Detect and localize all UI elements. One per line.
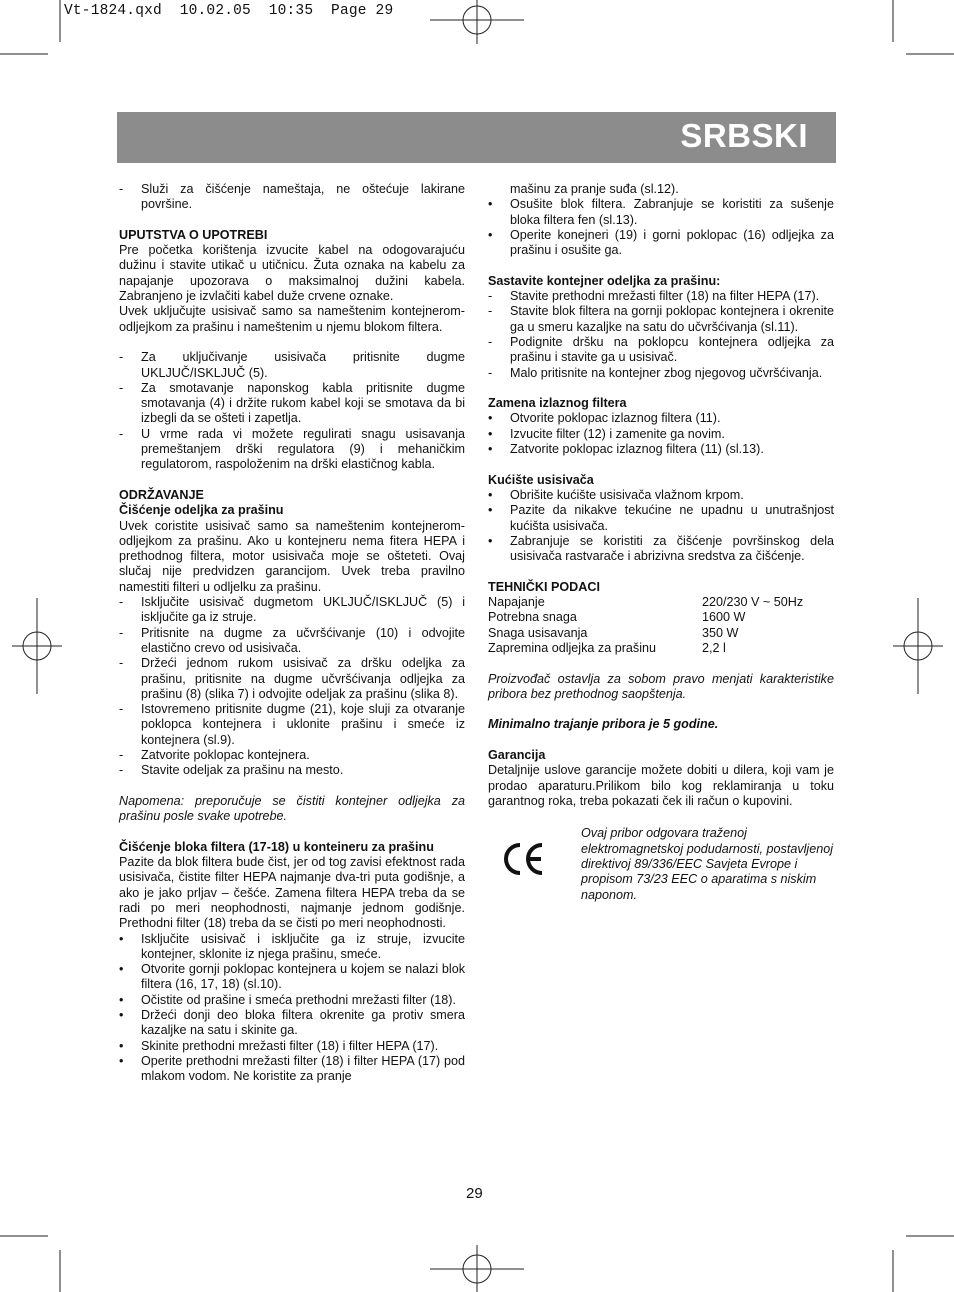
list-item: • Očistite od prašine i smeća prethodni mrežasti filter (18). [119,992,456,1007]
list-item: • Zabranjuje se koristiti za čišćenje površinskog dela usisivača rastvarače i abrizivna sredstva za čišćenje. [488,533,834,564]
banner-title: SRBSKI [680,117,808,154]
list-item: - Isključite usisivač dugmetom UKLJUČ/ISKLJUČ (5) i isključite ga iz struje. [119,595,465,625]
list-item: • Pazite da nikakve tekućine ne upadnu u unutrašnjost kućišta usisivača. [488,503,834,533]
list-item: - Zatvorite poklopac kontejnera. [119,747,310,762]
outlet-filter-list [488,411,834,457]
warranty-heading: Garancija [488,747,546,762]
maintenance-paragraph: Uvek coristite usisivač samo sa nameštenim kontejnerom-odljejkom za prašinu. Ako u kontejneru nema fitera HEPA i prethodnog filtera, motor usisivača moje se ošteteti. Ovaj slučaj nije predvidzen garancijom. Uvek treba pravilno namestiti filteri u odljelku za prašinu. [119,518,465,594]
right-column [488,182,834,926]
list-item: - Za uključivanje usisivača pritisnite dugme UKLJUČ/ISKLJUČ (5). [119,350,465,380]
filter-paragraph: Pazite da blok filtera bude čist, jer od tog zavisi efektnost rada usisivača, čistite filter HEPA najmanje dva-tri puta godišnje, a ako je jako prljav – češće. Zamena filtera HEPA treba da se radi po meri neophodnosti, najmanje jednom godišnje. Prethodni filter (18) treba da se čisti po meri neophodnosti. [119,855,465,931]
assemble-list [488,289,834,381]
list-item: - Stavite odeljak za prašinu na mesto. [119,763,344,778]
list-item: - Istovremeno pritisnite dugme (21), koje sluji za otvaranje poklopca kontejnera i uklonite prašinu i smeće iz kontejnera (sl.9). [119,702,465,747]
list-item: - U vrme rada vi možete regulirati snagu usisavanja premeštanjem drški regulatora (9) i mehaničkim regulatorom, raspoloženim na drški elastičnog kabla. [119,426,465,472]
table-row: Zapremina odljejka za prašinu 2,2 l [488,640,726,655]
ce-compliance-text: Ovaj pribor odgovara traženoj elektromagnetskoj podudarnosti, postavljenoj direktivoj 89/336/EEC Savjeta Evrope i propisom 73/23 EEC o aparatima s niskim naponom. [581,826,834,902]
maintenance-note: Napomena: preporučuje se čistiti kontejner odljejka za prašinu posle svake upotrebe. [119,793,465,824]
table-row: Snaga usisavanja 350 W [488,625,739,640]
file-slug: Vt-1824.qxd 10.02.05 10:35 Page 29 [64,3,394,19]
usage-heading: UPUTSTVA O UPOTREBI [119,227,268,242]
list-item: - Podignite dršku na poklopcu kontejnera odljejka za prašinu i stavite ga u usisivač. [488,334,834,365]
list-item: • Zatvorite poklopac izlaznog filtera (11) (sl.13). [488,442,764,457]
list-item: - Pritisnite na dugme za učvršćivanje (10) i odvojite elastično crevo od usisivača. [119,625,465,655]
list-item: • Operite prethodni mrežasti filter (18) i filter HEPA (17) pod mlakom vodom. Ne koristite za pranje [119,1053,465,1084]
list-item: • Izvucite filter (12) i zamenite ga novim. [488,426,725,441]
list-item: - Stavite blok filtera na gornji poklopac kontejnera i okrenite ga u smeru kazaljke na satu do učvršćivanja (sl.11). [488,304,834,334]
usage-paragraph-2: Uvek uključujte usisivač samo sa nameštenim kontejnerom-odljejkom za prašinu i nameštenim u njemu blokom filtera. [119,304,465,334]
usage-paragraph-1: Pre početka korištenja izvucite kabel na odogovarajuću dužinu i stavite utikač u utičnicu. Žuta oznaka na kabelu za napajanje upozorava o maksimalnoj dužini kabela. Zabranjeno je izvlačiti kabel duže crvene oznake. [119,243,465,304]
lifetime-note: Minimalno trajanje pribora je 5 godine. [488,717,719,732]
list-item: • Osušite blok filtera. Zabranjuje se koristiti za sušenje bloka filtera fen (sl.13). [488,197,834,227]
filter-list [119,932,465,1085]
ce-compliance [488,826,834,926]
language-banner [117,112,836,163]
warranty-text: Detaljnije uslove garancije možete dobiti u dilera, koji vam je prodao aparaturu.Prilikom bilo kog reklamiranja u toku garantnog roka, treba pokazati ček ili račun o kupovini. [488,763,834,808]
maintenance-list [119,595,465,779]
maintenance-heading: ODRŽAVANJE [119,487,204,502]
table-row: Napajanje 220/230 V ~ 50Hz [488,595,804,610]
list-item: • Otvorite gornji poklopac kontejnera u kojem se nalazi blok filtera (16, 17, 18) (sl.10). [119,962,465,992]
table-row: Potrebna snaga 1600 W [488,610,746,625]
list-item: - Stavite prethodni mrežasti filter (18) na filter HEPA (17). [488,289,820,304]
usage-list [119,350,465,472]
intro-list [119,182,465,213]
specs-heading: TEHNIČKI PODACI [488,579,600,594]
housing-heading: Kućište usisivača [488,472,594,487]
list-item: • Isključite usisivač i isključite ga iz struje, izvucite kontejner, sklonite iz njega prašinu, smeće. [119,931,465,961]
list-item: - Služi za čišćenje nameštaja, ne oštećuje lakirane površine. [119,182,465,212]
list-item: • Obrišite kućište usisivača vlažnom krpom. [488,487,744,502]
continued-list [488,182,834,258]
list-item: • Operite konejneri (19) i gorni poklopac (16) odljejka za prašinu i osušite ga. [488,227,834,258]
list-item: • Otvorite poklopac izlaznog filtera (11). [488,411,721,426]
disclaimer: Proizvođač ostavlja za sobom pravo menjati karakteristike pribora bez prethodnog saopštenja. [488,671,834,701]
page-number: 29 [466,1185,483,1202]
list-item: - Držeći jednom rukom usisivač za dršku odeljka za prašinu, pritisnite na dugme učvršćivanja odljejka za prašinu (8) (slika 7) i odvojite odeljak za prašinu (slika 8). [119,656,465,701]
list-item: mašinu za pranje suđa (sl.12). [510,182,679,196]
list-item: • Držeći donji deo bloka filtera okrenite ga protiv smera kazaljke na satu i skinite ga. [119,1008,465,1038]
list-item: - Malo pritisnite na kontejner zbog njegovog učvršćivanja. [488,365,823,380]
outlet-filter-heading: Zamena izlaznog filtera [488,396,627,411]
list-item: • Skinite prethodni mrežasti filter (18) i filter HEPA (17). [119,1038,439,1053]
ce-mark-icon [502,842,546,876]
specs-table [488,595,834,656]
housing-list [488,488,834,564]
list-item: - Za smotavanje naponskog kabla pritisnite dugme smotavanja (4) i držite rukom kabel koji se smotava da bi izbegli da se ošteti i zapetlja. [119,380,465,426]
left-column [119,182,465,1085]
filter-heading: Čišćenje bloka filtera (17-18) u konteineru za prašinu [119,839,434,854]
assemble-heading: Sastavite kontejner odeljka za prašinu: [488,273,721,288]
maintenance-subheading: Čišćenje odeljka za prašinu [119,503,284,518]
